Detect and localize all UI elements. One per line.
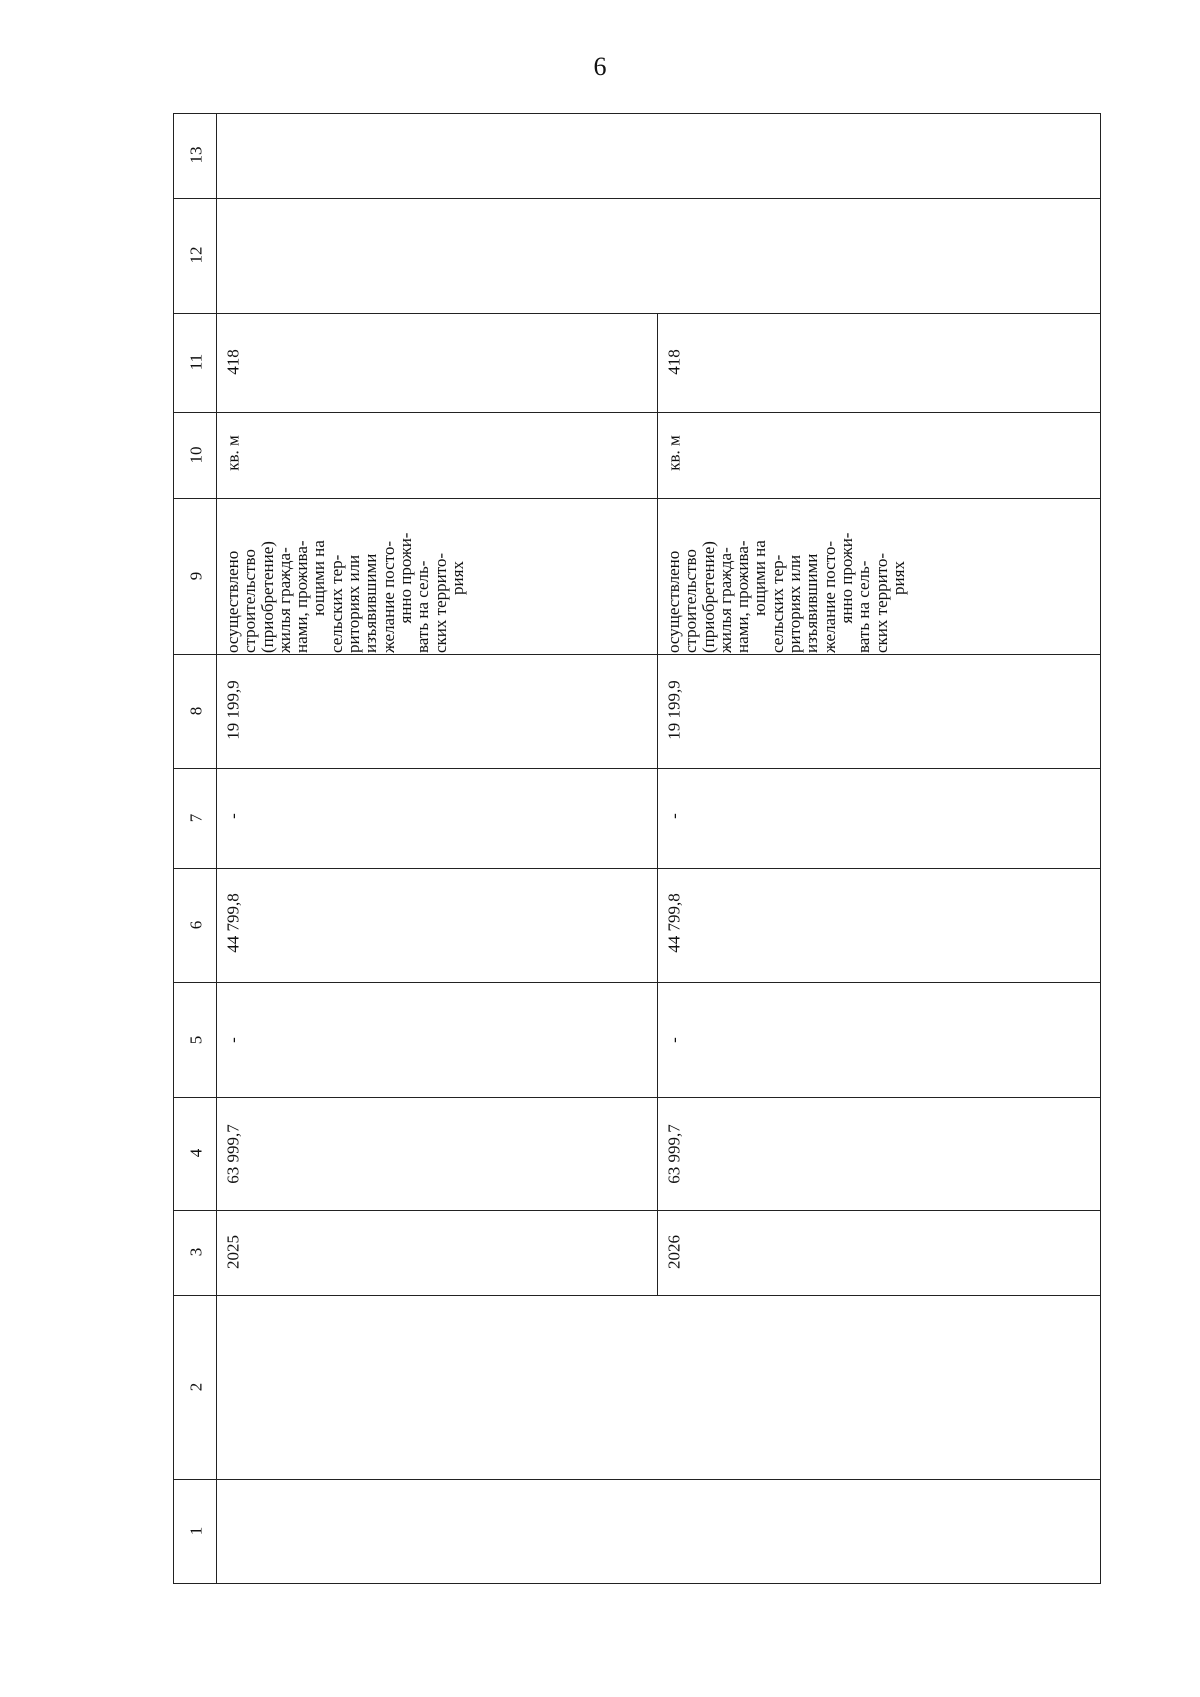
column-boundary	[173, 654, 1101, 655]
indicator-line: вать на сель-	[413, 560, 433, 653]
column-number-3: 3	[186, 1247, 206, 1257]
indicator-line: риториях или	[344, 554, 364, 653]
header-separator	[216, 113, 217, 1584]
row-2026-col11-value: 418	[664, 349, 684, 375]
indicator-line: ских террито-	[430, 552, 450, 653]
column-boundary	[173, 768, 1101, 769]
table-border-bottom	[173, 1583, 1101, 1584]
table-border-left	[173, 113, 174, 1584]
indicator-line: изъявившими	[361, 553, 381, 653]
column-boundary	[173, 412, 1101, 413]
indicator-line: строительство	[240, 549, 260, 653]
column-number-4: 4	[186, 1148, 206, 1158]
column-boundary	[173, 313, 1101, 314]
column-boundary	[173, 1295, 1101, 1296]
column-number-12: 12	[186, 246, 206, 264]
column-boundary	[173, 198, 1101, 199]
indicator-line: осуществлено	[223, 550, 242, 653]
row-2025-year: 2025	[223, 1235, 243, 1269]
row-2026-year: 2026	[664, 1235, 684, 1269]
column-boundary	[173, 1097, 1101, 1098]
indicator-line: жилья гражда-	[715, 547, 735, 653]
indicator-line: осуществлено	[664, 550, 683, 653]
indicator-line: сельских тер-	[767, 554, 787, 653]
indicator-line: нами, прожива-	[292, 540, 312, 653]
column-boundary	[173, 498, 1101, 499]
row-2026-unit: кв. м	[664, 435, 684, 471]
indicator-line: ющими на	[309, 540, 329, 616]
indicator-line: желание посто-	[819, 540, 839, 653]
row-2025-unit: кв. м	[223, 435, 243, 471]
row-2026-col4-value: 63 999,7	[664, 1124, 684, 1184]
column-number-2: 2	[186, 1382, 206, 1392]
column-number-11: 11	[186, 353, 206, 371]
indicator-line: риях	[447, 561, 467, 595]
row-2025-col8-value: 19 199,9	[223, 680, 243, 740]
indicator-line: вать на сель-	[854, 560, 874, 653]
indicator-line: строительство	[681, 549, 701, 653]
indicator-line: (приобретение)	[257, 541, 277, 653]
column-boundary	[173, 982, 1101, 983]
column-number-1: 1	[186, 1526, 206, 1536]
indicator-line: янно прожи-	[836, 532, 856, 624]
page-number: 6	[593, 52, 607, 81]
row-separator	[657, 313, 658, 1295]
column-number-9: 9	[186, 571, 206, 581]
indicator-line: жилья гражда-	[274, 547, 294, 653]
indicator-line: изъявившими	[802, 553, 822, 653]
indicator-line: риях	[888, 561, 908, 595]
row-2026-col5-value: -	[664, 1037, 684, 1043]
table-border-top	[173, 113, 1101, 114]
column-number-13: 13	[186, 146, 206, 164]
column-number-8: 8	[186, 706, 206, 716]
column-boundary	[173, 1210, 1101, 1211]
column-boundary	[173, 868, 1101, 869]
indicator-line: ющими на	[750, 540, 770, 616]
row-2025-col5-value: -	[223, 1037, 243, 1043]
column-number-10: 10	[186, 446, 206, 464]
row-2025-col4-value: 63 999,7	[223, 1124, 243, 1184]
indicator-line: янно прожи-	[395, 532, 415, 624]
indicator-line: ских террито-	[871, 552, 891, 653]
indicator-line: сельских тер-	[326, 554, 346, 653]
row-2025-col7-value: -	[223, 813, 243, 819]
row-2025-indicator	[224, 503, 466, 653]
indicator-line: желание посто-	[378, 540, 398, 653]
row-2026-indicator	[665, 503, 907, 653]
column-boundary	[173, 1479, 1101, 1480]
indicator-line: (приобретение)	[698, 541, 718, 653]
row-2025-col11-value: 418	[223, 349, 243, 375]
row-2026-col6-value: 44 799,8	[664, 893, 684, 953]
indicator-line: риториях или	[785, 554, 805, 653]
table-border-right	[1100, 113, 1101, 1584]
indicator-line: нами, прожива-	[733, 540, 753, 653]
column-number-5: 5	[186, 1035, 206, 1045]
column-number-7: 7	[186, 813, 206, 823]
column-number-6: 6	[186, 920, 206, 930]
row-2026-col7-value: -	[664, 813, 684, 819]
row-2026-col8-value: 19 199,9	[664, 680, 684, 740]
row-2025-col6-value: 44 799,8	[223, 893, 243, 953]
